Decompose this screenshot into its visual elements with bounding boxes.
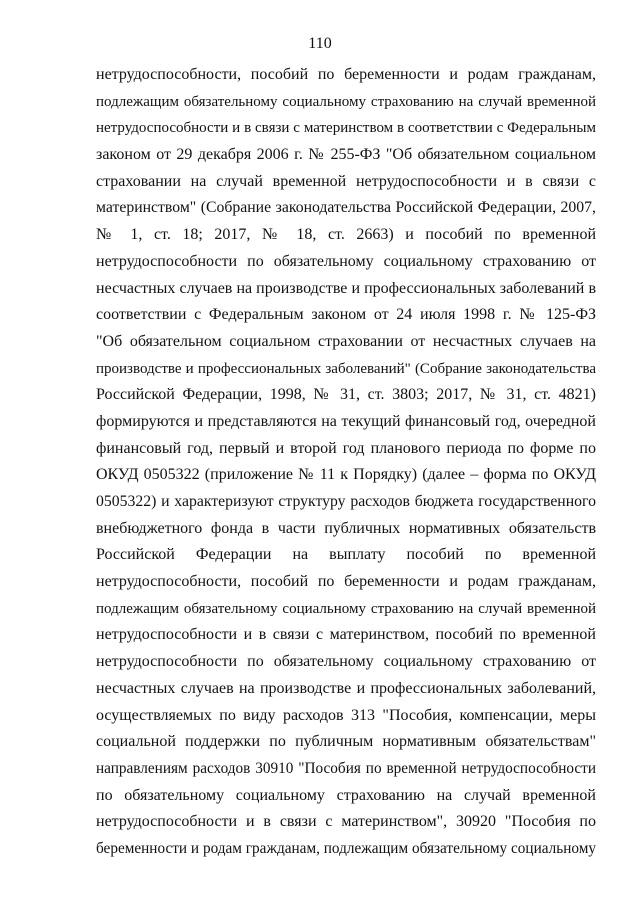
text-line: соответствии с Федеральным законом от 24 июля 1998 г. № 125-ФЗ bbox=[96, 306, 596, 324]
text-line: Российской Федерации, 1998, № 31, ст. 3803; 2017, № 31, ст. 4821) bbox=[96, 386, 596, 404]
text-line: подлежащим обязательному социальному страхованию на случай временной bbox=[96, 600, 596, 617]
text-line: нетрудоспособности и в связи с материнством", 30920 "Пособия по bbox=[96, 813, 596, 831]
text-line: ОКУД 0505322 (приложение № 11 к Порядку) (далее – форма по ОКУД bbox=[96, 466, 596, 484]
text-line: производстве и профессиональных заболеваний" (Собрание законодательства bbox=[96, 360, 596, 377]
text-line: нетрудоспособности и в связи с материнством, пособий по временной bbox=[96, 626, 596, 644]
text-line: законом от 29 декабря 2006 г. № 255-ФЗ "Об обязательном социальном bbox=[96, 146, 596, 164]
text-line: нетрудоспособности и в связи с материнством в соответствии с Федеральным bbox=[96, 120, 596, 137]
text-line: финансовый год, первый и второй год планового периода по форме по bbox=[96, 439, 596, 457]
text-line: "Об обязательном социальном страховании от несчастных случаев на bbox=[96, 332, 596, 350]
text-line: несчастных случаев на производстве и профессиональных заболеваний, bbox=[96, 679, 596, 697]
text-line: нетрудоспособности, пособий по беременности и родам гражданам, bbox=[96, 66, 596, 83]
text-line: подлежащим обязательному социальному страхованию на случай временной bbox=[96, 93, 596, 110]
text-line: страховании на случай временной нетрудоспособности и в связи с bbox=[96, 172, 596, 190]
text-line: 0505322) и характеризуют структуру расходов бюджета государственного bbox=[96, 493, 596, 510]
text-line: нетрудоспособности по обязательному социальному страхованию от bbox=[96, 252, 596, 270]
text-line: нетрудоспособности по обязательному социальному страхованию от bbox=[96, 653, 596, 671]
text-line: внебюджетного фонда в части публичных нормативных обязательств bbox=[96, 519, 596, 537]
text-line: несчастных случаев на производстве и профессиональных заболеваний в bbox=[96, 279, 596, 297]
text-line: по обязательному социальному страхованию на случай временной bbox=[96, 786, 596, 804]
text-line: направлениям расходов 30910 "Пособия по временной нетрудоспособности bbox=[96, 759, 596, 777]
text-line: материнством" (Собрание законодательства Российской Федерации, 2007, bbox=[96, 199, 596, 217]
document-body-text bbox=[96, 62, 596, 863]
text-line: № 1, ст. 18; 2017, № 18, ст. 2663) и пособий по временной bbox=[96, 226, 596, 244]
text-line: беременности и родам гражданам, подлежащим обязательному социальному bbox=[96, 839, 596, 857]
page-number: 110 bbox=[308, 35, 332, 52]
text-line: осуществляемых по виду расходов 313 "Пособия, компенсации, меры bbox=[96, 706, 596, 724]
text-line: социальной поддержки по публичным нормативным обязательствам" bbox=[96, 733, 596, 751]
text-line: нетрудоспособности, пособий по беременности и родам гражданам, bbox=[96, 573, 596, 591]
text-line: Российской Федерации на выплату пособий по временной bbox=[96, 546, 596, 564]
text-line: формируются и представляются на текущий финансовый год, очередной bbox=[96, 412, 596, 430]
